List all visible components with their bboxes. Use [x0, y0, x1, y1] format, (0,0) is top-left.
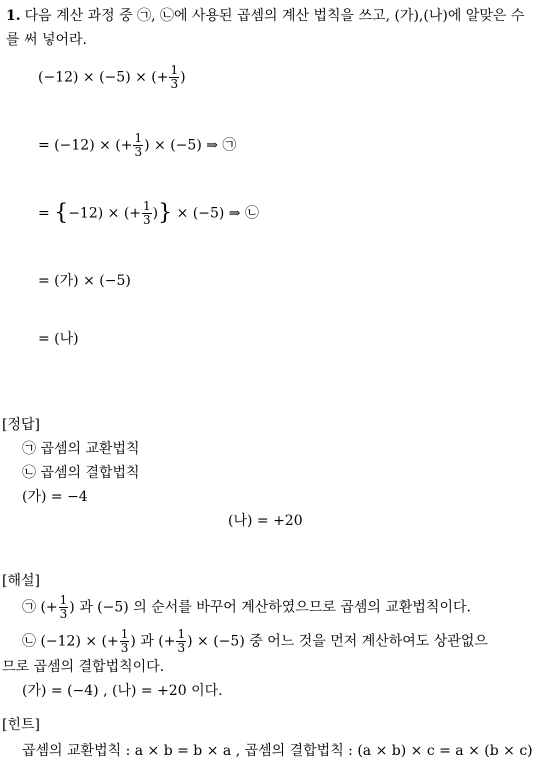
fraction: $\frac{1}{3}$: [170, 63, 179, 91]
step-2-expr: = (−12) × (+: [38, 137, 133, 154]
hint-heading: [힌트]: [2, 717, 40, 733]
fraction: $\frac{1}{3}$: [177, 627, 186, 655]
fraction: $\frac{1}{3}$: [143, 199, 151, 227]
explanation-heading: [해설]: [2, 573, 40, 589]
answer-line-4: (나) = +20: [228, 513, 303, 529]
question-number: 1.: [6, 8, 21, 24]
explanation-line-3: 므로 곱셈의 결합법칙이다.: [2, 659, 165, 675]
step-1-expr: (−12) × (−5) × (+: [38, 69, 169, 86]
answer-line-3: (가) = −4: [22, 489, 88, 505]
step-3-eq: =: [38, 205, 55, 222]
answer-heading: [정답]: [2, 417, 40, 433]
question-text: 다음 계산 과정 중 ㉠, ㉡에 사용된 곱셈의 계산 법칙을 쓰고, (가),(나)에 알맞은 수를 써 넣어라.: [6, 8, 525, 48]
step-1-close: ): [180, 69, 186, 86]
step-4: = (가) × (−5): [38, 273, 131, 289]
fraction: $\frac{1}{3}$: [120, 627, 129, 655]
answer-line-2: ㉡ 곱셈의 결합법칙: [22, 465, 140, 481]
fraction: $\frac{1}{3}$: [134, 131, 143, 159]
step-3-paren: ): [152, 205, 159, 222]
hint-text: 곱셈의 교환법칙 : a × b = b × a , 곱셈의 결합법칙 : (a × b) × c = a × (b × c): [22, 743, 533, 759]
step-2: [38, 132, 236, 159]
step-5: = (나): [38, 331, 79, 347]
step-2-rest: ) × (−5) ⇒: [144, 137, 218, 154]
answer-line-1: ㉠ 곱셈의 교환법칙: [22, 441, 140, 457]
fraction: $\frac{1}{3}$: [59, 593, 68, 621]
step-3-expr: −12) × (+: [68, 205, 142, 222]
explanation-line-2: ㉡ (−12) × (+ $\frac{1}{3}$ ) 과 (+ $\frac{1}{3}$ ) × (−5) 중 어느 것을 먼저 계산하여도 상관없으: [22, 627, 488, 655]
step-1: [38, 64, 186, 91]
explanation-line-1: ㉠ (+ $\frac{1}{3}$ ) 과 (−5) 의 순서를 바꾸어 계산하였으므로 곱셈의 교환법칙이다.: [22, 593, 471, 621]
mark-nieun: ㉡: [244, 205, 259, 222]
open-brace: {: [54, 200, 69, 226]
step-3-rest: × (−5) ⇒: [172, 205, 241, 222]
explanation-line-4: (가) = (−4) , (나) = +20 이다.: [22, 683, 223, 699]
close-brace: }: [158, 200, 173, 226]
mark-giyeok: ㉠: [222, 137, 237, 154]
step-3: [38, 200, 259, 227]
question: [6, 4, 528, 52]
